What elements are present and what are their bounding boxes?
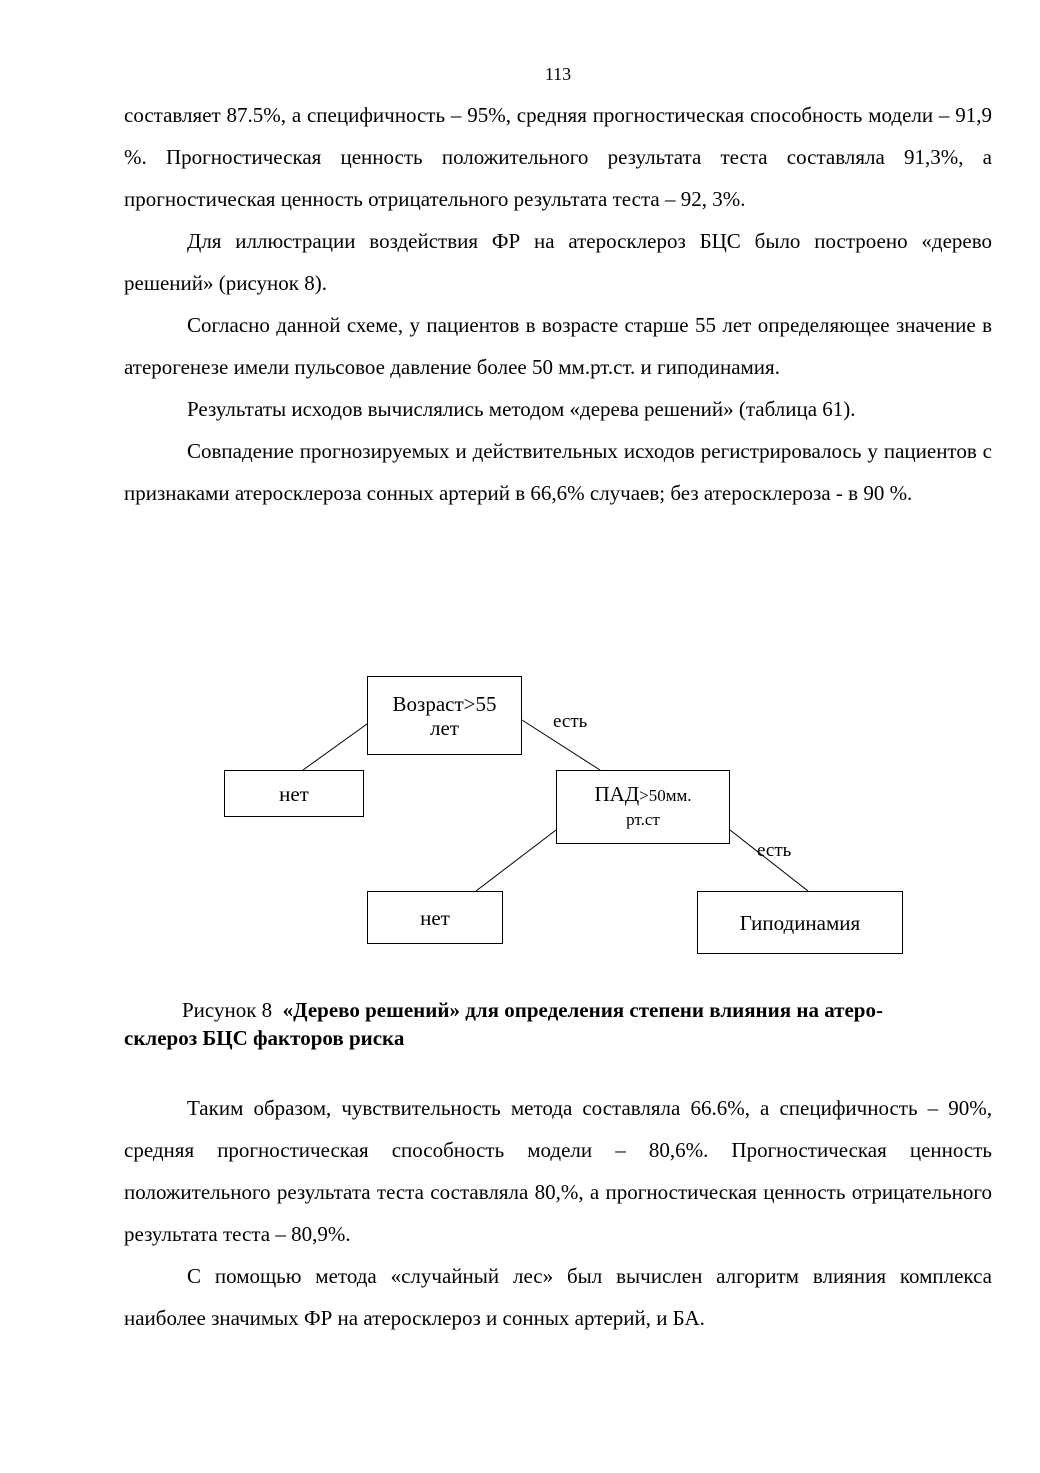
body-text-bottom — [124, 1087, 992, 1339]
node-age-line1: Возраст>55 — [392, 691, 497, 716]
paragraph: Для иллюстрации воздействия ФР на атеросклероз БЦС было построено «дерево решений» (рисунок 8). — [124, 229, 992, 295]
figure-caption — [124, 996, 1004, 1052]
node-no-1 — [224, 770, 364, 817]
node-age — [367, 676, 522, 755]
caption-line-1 — [124, 996, 1004, 1024]
node-age-line2: лет — [430, 715, 459, 740]
node-pad-small: >50мм. — [639, 786, 692, 805]
edge-root-no — [303, 724, 367, 770]
caption-line-2 — [124, 1024, 1004, 1052]
edge-label-yes-2: есть — [757, 840, 792, 861]
node-no-2 — [367, 891, 503, 944]
node-hypodynamia-label: Гиподинамия — [739, 910, 861, 935]
paragraph: Таким образом, чувствительность метода составляла 66.6%, а специфичность – 90%, средняя прогностическая способность модели – 80,6%. Прогностическая ценность положительного результата теста составляла 80,%, а прогностическая ценность отрицательного результата теста – 80,9%. — [124, 1096, 992, 1246]
edge-label-yes: есть — [553, 711, 588, 732]
page-number: 113 — [544, 64, 572, 84]
paragraph: Результаты исходов вычислялись методом «дерева решений» (таблица 61). — [187, 397, 856, 421]
node-pad — [556, 770, 730, 844]
node-no-2-label: нет — [420, 905, 450, 930]
paragraph: С помощью метода «случайный лес» был вычислен алгоритм влияния комплекса наиболее значимых ФР на атеросклероз и сонных артерий, и БА. — [124, 1264, 992, 1330]
paragraph: Согласно данной схеме, у пациентов в возрасте старше 55 лет определяющее значение в атерогенезе имели пульсовое давление более 50 мм.рт.ст. и гиподинамия. — [124, 313, 992, 379]
caption-title-part2: склероз БЦС факторов риска — [124, 1026, 405, 1050]
node-pad-main: ПАД — [594, 782, 640, 806]
node-pad-line2: рт.ст — [626, 810, 660, 829]
node-hypodynamia — [697, 891, 903, 954]
edge-pad-no — [476, 830, 556, 891]
paragraph: составляет 87.5%, а специфичность – 95%, средняя прогностическая способность модели – 91,9 %. Прогностическая ценность положительного результата теста составляла 91,3%, а прогностическая ценность отрицательного результата теста – 92, 3%. — [124, 103, 992, 211]
caption-prefix: Рисунок 8 — [182, 998, 273, 1022]
node-pad-line1 — [594, 782, 691, 808]
node-no-1-label: нет — [279, 781, 309, 806]
caption-title-part1: «Дерево решений» для определения степени влияния на атеро- — [282, 998, 883, 1022]
paragraph: Совпадение прогнозируемых и действительных исходов регистрировалось у пациентов с признаками атеросклероза сонных артерий в 66,6% случаев; без атеросклероза - в 90 %. — [124, 439, 992, 505]
